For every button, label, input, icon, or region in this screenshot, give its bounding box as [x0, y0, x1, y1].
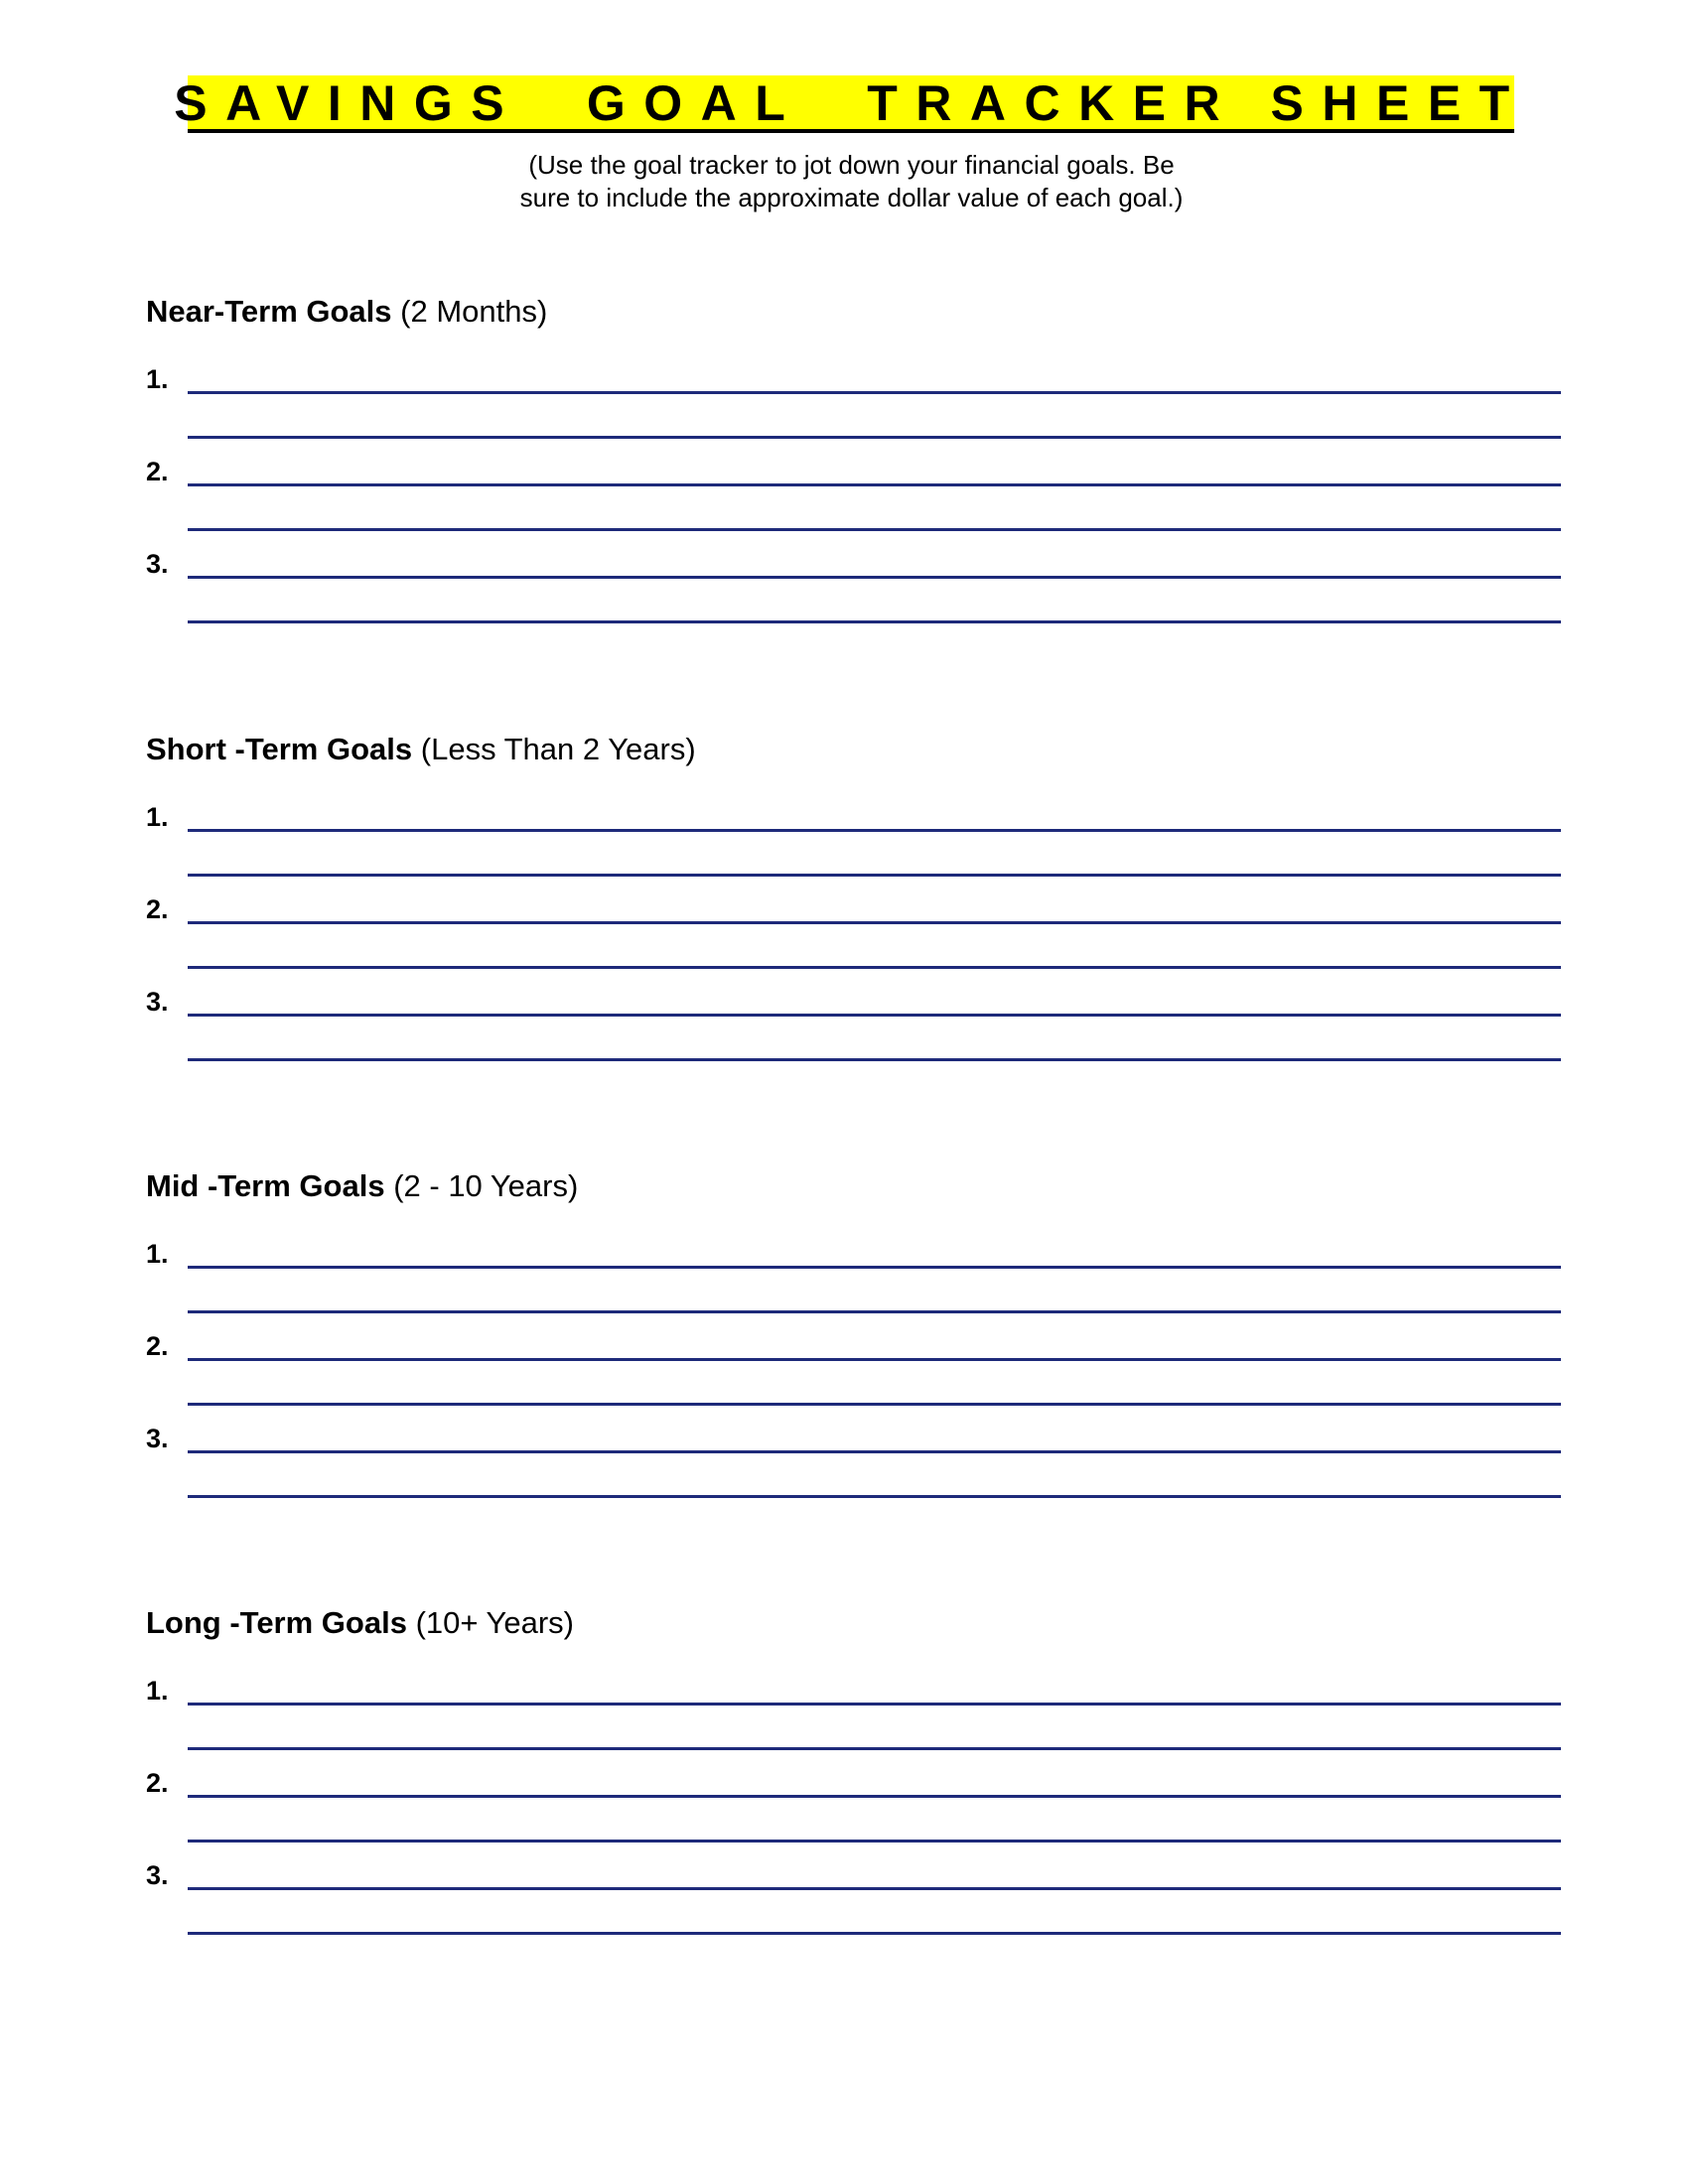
- goal-2-line-2[interactable]: [188, 528, 1561, 531]
- goal-1-line-2[interactable]: [188, 1310, 1561, 1313]
- item-number: 1.: [146, 1676, 169, 1706]
- item-number: 1.: [146, 364, 169, 394]
- goal-1-line-2[interactable]: [188, 1747, 1561, 1750]
- item-number: 3.: [146, 1424, 169, 1453]
- goal-2-line-1[interactable]: [188, 921, 1561, 924]
- goal-2-line-2[interactable]: [188, 1403, 1561, 1406]
- page-title: SAVINGS GOAL TRACKER SHEET: [174, 75, 1528, 131]
- item-number: 2.: [146, 1768, 169, 1798]
- goal-3-line-1[interactable]: [188, 1014, 1561, 1017]
- goal-2-line-2[interactable]: [188, 1840, 1561, 1843]
- section-heading-bold: Short -Term Goals: [146, 732, 413, 766]
- goal-2-line-1[interactable]: [188, 1795, 1561, 1798]
- title-banner: [174, 75, 1528, 133]
- goal-2-line-1[interactable]: [188, 1358, 1561, 1361]
- goal-1-line-2[interactable]: [188, 874, 1561, 877]
- section-heading: [146, 294, 547, 330]
- goal-1-line-1[interactable]: [188, 1266, 1561, 1269]
- short-term-goals-section: [146, 732, 1561, 1089]
- long-term-goals-section: [146, 1605, 1561, 1963]
- goal-3-line-1[interactable]: [188, 1450, 1561, 1453]
- goal-3-line-1[interactable]: [188, 1887, 1561, 1890]
- goal-3-line-2[interactable]: [188, 1932, 1561, 1935]
- item-number: 2.: [146, 457, 169, 486]
- item-number: 2.: [146, 894, 169, 924]
- item-number: 2.: [146, 1331, 169, 1361]
- section-heading-bold: Long -Term Goals: [146, 1605, 407, 1640]
- goal-1-line-1[interactable]: [188, 829, 1561, 832]
- section-heading-bold: Mid -Term Goals: [146, 1168, 385, 1203]
- goal-3-line-2[interactable]: [188, 620, 1561, 623]
- section-heading: [146, 732, 696, 767]
- section-heading: [146, 1605, 574, 1641]
- item-number: 3.: [146, 549, 169, 579]
- item-number: 3.: [146, 1860, 169, 1890]
- goal-1-line-1[interactable]: [188, 1703, 1561, 1706]
- goal-3-line-1[interactable]: [188, 576, 1561, 579]
- instructions-line-2: sure to include the approximate dollar value of each goal.): [519, 183, 1184, 212]
- goal-3-line-2[interactable]: [188, 1495, 1561, 1498]
- section-heading-range: (Less Than 2 Years): [420, 732, 696, 766]
- goal-2-line-2[interactable]: [188, 966, 1561, 969]
- item-number: 3.: [146, 987, 169, 1017]
- section-heading-bold: Near-Term Goals: [146, 294, 392, 329]
- instructions: [348, 149, 1355, 214]
- mid-term-goals-section: [146, 1168, 1561, 1526]
- goal-1-line-1[interactable]: [188, 391, 1561, 394]
- instructions-line-1: (Use the goal tracker to jot down your financial goals. Be: [528, 150, 1175, 180]
- section-heading-range: (2 - 10 Years): [393, 1168, 579, 1203]
- near-term-goals-section: [146, 294, 1561, 651]
- goal-1-line-2[interactable]: [188, 436, 1561, 439]
- section-heading: [146, 1168, 578, 1204]
- goal-2-line-1[interactable]: [188, 483, 1561, 486]
- section-heading-range: (10+ Years): [415, 1605, 574, 1640]
- goal-3-line-2[interactable]: [188, 1058, 1561, 1061]
- section-heading-range: (2 Months): [400, 294, 548, 329]
- item-number: 1.: [146, 1239, 169, 1269]
- item-number: 1.: [146, 802, 169, 832]
